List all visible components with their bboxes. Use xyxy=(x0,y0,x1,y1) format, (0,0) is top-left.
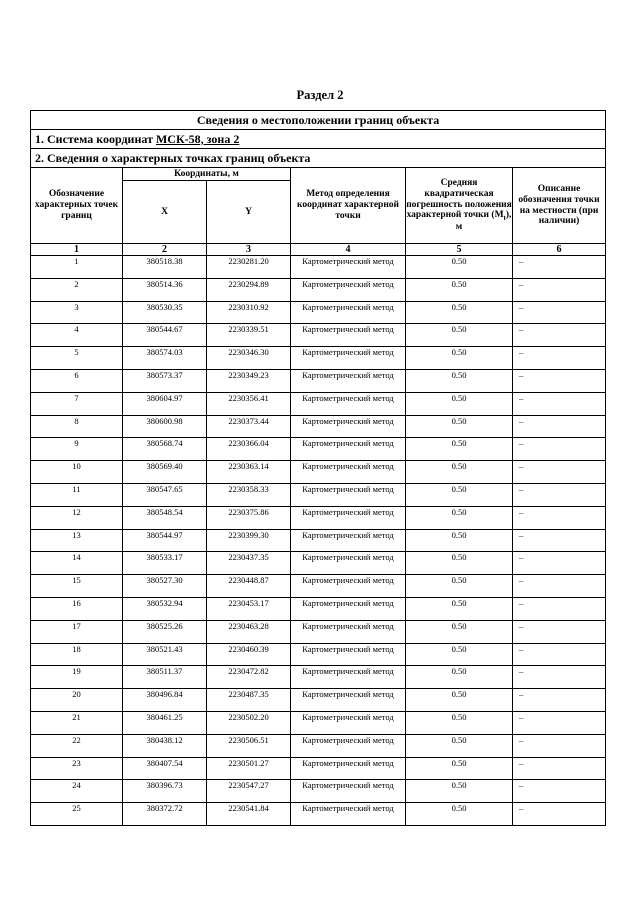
method-cell: Картометрический метод xyxy=(291,689,406,712)
point-number-cell: 4 xyxy=(31,324,123,347)
x-coordinate-cell: 380574.03 xyxy=(123,347,207,370)
description-cell: – xyxy=(513,689,606,712)
column-number: 3 xyxy=(207,244,291,256)
point-number-cell: 24 xyxy=(31,780,123,803)
table-row xyxy=(31,392,606,415)
point-number-cell: 1 xyxy=(31,256,123,279)
y-coordinate-cell: 2230437.35 xyxy=(207,552,291,575)
x-coordinate-cell: 380600.98 xyxy=(123,415,207,438)
y-coordinate-cell: 2230339.51 xyxy=(207,324,291,347)
point-number-cell: 14 xyxy=(31,552,123,575)
y-coordinate-cell: 2230502.20 xyxy=(207,711,291,734)
table-row xyxy=(31,256,606,279)
section-title: Раздел 2 xyxy=(296,88,344,102)
header-accuracy-suffix: ), м xyxy=(455,210,512,233)
description-cell: – xyxy=(513,803,606,826)
header-method: Метод определения координат характерной точки xyxy=(291,168,406,244)
method-cell: Картометрический метод xyxy=(291,347,406,370)
method-cell: Картометрический метод xyxy=(291,711,406,734)
method-cell: Картометрический метод xyxy=(291,529,406,552)
x-coordinate-cell: 380518.38 xyxy=(123,256,207,279)
table-row xyxy=(31,803,606,826)
y-coordinate-cell: 2230294.89 xyxy=(207,278,291,301)
point-number-cell: 13 xyxy=(31,529,123,552)
point-number-cell: 11 xyxy=(31,483,123,506)
header-x: X xyxy=(123,181,207,244)
accuracy-cell: 0.50 xyxy=(406,780,513,803)
y-coordinate-cell: 2230463.28 xyxy=(207,620,291,643)
x-coordinate-cell: 380527.30 xyxy=(123,575,207,598)
method-cell: Картометрический метод xyxy=(291,643,406,666)
description-cell: – xyxy=(513,711,606,734)
x-coordinate-cell: 380533.17 xyxy=(123,552,207,575)
accuracy-cell: 0.50 xyxy=(406,643,513,666)
header-accuracy-prefix: Средняя квадратическая погрешность положения характерной точки (M xyxy=(406,177,512,221)
point-number-cell: 23 xyxy=(31,757,123,780)
x-coordinate-cell: 380496.84 xyxy=(123,689,207,712)
table-row xyxy=(31,369,606,392)
y-coordinate-cell: 2230363.14 xyxy=(207,461,291,484)
y-coordinate-cell: 2230506.51 xyxy=(207,734,291,757)
x-coordinate-cell: 380530.35 xyxy=(123,301,207,324)
description-cell: – xyxy=(513,392,606,415)
boundary-points-table xyxy=(30,110,606,826)
method-cell: Картометрический метод xyxy=(291,461,406,484)
description-cell: – xyxy=(513,552,606,575)
accuracy-cell: 0.50 xyxy=(406,347,513,370)
description-cell: – xyxy=(513,734,606,757)
table-row xyxy=(31,666,606,689)
x-coordinate-cell: 380544.67 xyxy=(123,324,207,347)
accuracy-cell: 0.50 xyxy=(406,597,513,620)
y-coordinate-cell: 2230310.92 xyxy=(207,301,291,324)
header-accuracy xyxy=(406,168,513,244)
table-row xyxy=(31,461,606,484)
column-number: 6 xyxy=(513,244,606,256)
table-row xyxy=(31,324,606,347)
x-coordinate-cell: 380548.54 xyxy=(123,506,207,529)
accuracy-cell: 0.50 xyxy=(406,666,513,689)
method-cell: Картометрический метод xyxy=(291,324,406,347)
accuracy-cell: 0.50 xyxy=(406,324,513,347)
table-row xyxy=(31,278,606,301)
point-number-cell: 3 xyxy=(31,301,123,324)
method-cell: Картометрический метод xyxy=(291,392,406,415)
y-coordinate-cell: 2230346.30 xyxy=(207,347,291,370)
description-cell: – xyxy=(513,643,606,666)
y-coordinate-cell: 2230399.30 xyxy=(207,529,291,552)
y-coordinate-cell: 2230541.84 xyxy=(207,803,291,826)
method-cell: Картометрический метод xyxy=(291,278,406,301)
description-cell: – xyxy=(513,256,606,279)
point-number-cell: 7 xyxy=(31,392,123,415)
table-row xyxy=(31,483,606,506)
table-row xyxy=(31,643,606,666)
y-coordinate-cell: 2230358.33 xyxy=(207,483,291,506)
point-number-cell: 6 xyxy=(31,369,123,392)
description-cell: – xyxy=(513,301,606,324)
method-cell: Картометрический метод xyxy=(291,780,406,803)
point-number-cell: 9 xyxy=(31,438,123,461)
description-cell: – xyxy=(513,757,606,780)
method-cell: Картометрический метод xyxy=(291,369,406,392)
method-cell: Картометрический метод xyxy=(291,757,406,780)
x-coordinate-cell: 380461.25 xyxy=(123,711,207,734)
description-cell: – xyxy=(513,666,606,689)
method-cell: Картометрический метод xyxy=(291,666,406,689)
description-cell: – xyxy=(513,415,606,438)
method-cell: Картометрический метод xyxy=(291,415,406,438)
coord-system-line xyxy=(31,130,606,149)
accuracy-cell: 0.50 xyxy=(406,757,513,780)
description-cell: – xyxy=(513,324,606,347)
accuracy-cell: 0.50 xyxy=(406,461,513,484)
x-coordinate-cell: 380372.72 xyxy=(123,803,207,826)
table-row xyxy=(31,438,606,461)
accuracy-cell: 0.50 xyxy=(406,575,513,598)
point-number-cell: 8 xyxy=(31,415,123,438)
table-row xyxy=(31,689,606,712)
table-row xyxy=(31,597,606,620)
description-cell: – xyxy=(513,529,606,552)
table-row xyxy=(31,734,606,757)
method-cell: Картометрический метод xyxy=(291,438,406,461)
header-designation: Обозначение характерных точек границ xyxy=(31,168,123,244)
accuracy-cell: 0.50 xyxy=(406,301,513,324)
accuracy-cell: 0.50 xyxy=(406,369,513,392)
y-coordinate-cell: 2230356.41 xyxy=(207,392,291,415)
method-cell: Картометрический метод xyxy=(291,734,406,757)
point-number-cell: 2 xyxy=(31,278,123,301)
accuracy-cell: 0.50 xyxy=(406,415,513,438)
table-row xyxy=(31,780,606,803)
description-cell: – xyxy=(513,347,606,370)
x-coordinate-cell: 380547.65 xyxy=(123,483,207,506)
description-cell: – xyxy=(513,575,606,598)
description-cell: – xyxy=(513,780,606,803)
accuracy-cell: 0.50 xyxy=(406,483,513,506)
accuracy-cell: 0.50 xyxy=(406,278,513,301)
description-cell: – xyxy=(513,483,606,506)
points-heading: 2. Сведения о характерных точках границ объекта xyxy=(31,149,606,168)
table-row xyxy=(31,552,606,575)
y-coordinate-cell: 2230453.17 xyxy=(207,597,291,620)
accuracy-cell: 0.50 xyxy=(406,392,513,415)
x-coordinate-cell: 380573.37 xyxy=(123,369,207,392)
point-number-cell: 18 xyxy=(31,643,123,666)
header-coordinates: Координаты, м xyxy=(123,168,291,181)
x-coordinate-cell: 380396.73 xyxy=(123,780,207,803)
point-number-cell: 25 xyxy=(31,803,123,826)
point-number-cell: 17 xyxy=(31,620,123,643)
description-cell: – xyxy=(513,597,606,620)
y-coordinate-cell: 2230375.86 xyxy=(207,506,291,529)
table-row xyxy=(31,575,606,598)
y-coordinate-cell: 2230501.27 xyxy=(207,757,291,780)
point-number-cell: 21 xyxy=(31,711,123,734)
table-title: Сведения о местоположении границ объекта xyxy=(31,111,606,130)
x-coordinate-cell: 380438.12 xyxy=(123,734,207,757)
method-cell: Картометрический метод xyxy=(291,597,406,620)
table-row xyxy=(31,301,606,324)
accuracy-cell: 0.50 xyxy=(406,552,513,575)
method-cell: Картометрический метод xyxy=(291,301,406,324)
table-row xyxy=(31,415,606,438)
description-cell: – xyxy=(513,369,606,392)
column-number: 5 xyxy=(406,244,513,256)
y-coordinate-cell: 2230472.82 xyxy=(207,666,291,689)
column-number: 4 xyxy=(291,244,406,256)
table-row xyxy=(31,711,606,734)
method-cell: Картометрический метод xyxy=(291,575,406,598)
table-row xyxy=(31,620,606,643)
method-cell: Картометрический метод xyxy=(291,552,406,575)
description-cell: – xyxy=(513,278,606,301)
method-cell: Картометрический метод xyxy=(291,506,406,529)
y-coordinate-cell: 2230373.44 xyxy=(207,415,291,438)
table-row xyxy=(31,506,606,529)
coord-system-prefix: 1. Система координат xyxy=(35,131,156,146)
x-coordinate-cell: 380514.36 xyxy=(123,278,207,301)
accuracy-cell: 0.50 xyxy=(406,438,513,461)
x-coordinate-cell: 380532.94 xyxy=(123,597,207,620)
accuracy-cell: 0.50 xyxy=(406,689,513,712)
y-coordinate-cell: 2230547.27 xyxy=(207,780,291,803)
x-coordinate-cell: 380568.74 xyxy=(123,438,207,461)
y-coordinate-cell: 2230281.20 xyxy=(207,256,291,279)
y-coordinate-cell: 2230460.39 xyxy=(207,643,291,666)
point-number-cell: 16 xyxy=(31,597,123,620)
y-coordinate-cell: 2230349.23 xyxy=(207,369,291,392)
table-row xyxy=(31,757,606,780)
x-coordinate-cell: 380569.40 xyxy=(123,461,207,484)
accuracy-cell: 0.50 xyxy=(406,620,513,643)
method-cell: Картометрический метод xyxy=(291,256,406,279)
column-number: 2 xyxy=(123,244,207,256)
point-number-cell: 15 xyxy=(31,575,123,598)
accuracy-cell: 0.50 xyxy=(406,256,513,279)
table-row xyxy=(31,529,606,552)
point-number-cell: 19 xyxy=(31,666,123,689)
point-number-cell: 12 xyxy=(31,506,123,529)
table-row xyxy=(31,347,606,370)
method-cell: Картометрический метод xyxy=(291,803,406,826)
header-description: Описание обозначения точки на местности (при наличии) xyxy=(513,168,606,244)
y-coordinate-cell: 2230487.35 xyxy=(207,689,291,712)
point-number-cell: 22 xyxy=(31,734,123,757)
accuracy-cell: 0.50 xyxy=(406,711,513,734)
method-cell: Картометрический метод xyxy=(291,483,406,506)
header-y: Y xyxy=(207,181,291,244)
x-coordinate-cell: 380407.54 xyxy=(123,757,207,780)
method-cell: Картометрический метод xyxy=(291,620,406,643)
x-coordinate-cell: 380525.26 xyxy=(123,620,207,643)
point-number-cell: 10 xyxy=(31,461,123,484)
accuracy-cell: 0.50 xyxy=(406,529,513,552)
accuracy-cell: 0.50 xyxy=(406,506,513,529)
header-accuracy-sub: t xyxy=(503,214,506,223)
x-coordinate-cell: 380521.43 xyxy=(123,643,207,666)
accuracy-cell: 0.50 xyxy=(406,803,513,826)
point-number-cell: 5 xyxy=(31,347,123,370)
x-coordinate-cell: 380604.97 xyxy=(123,392,207,415)
description-cell: – xyxy=(513,438,606,461)
y-coordinate-cell: 2230366.04 xyxy=(207,438,291,461)
x-coordinate-cell: 380511.37 xyxy=(123,666,207,689)
accuracy-cell: 0.50 xyxy=(406,734,513,757)
point-number-cell: 20 xyxy=(31,689,123,712)
description-cell: – xyxy=(513,461,606,484)
description-cell: – xyxy=(513,506,606,529)
coord-system-name: МСК-58, зона 2 xyxy=(155,131,240,146)
x-coordinate-cell: 380544.97 xyxy=(123,529,207,552)
description-cell: – xyxy=(513,620,606,643)
column-number: 1 xyxy=(31,244,123,256)
y-coordinate-cell: 2230448.87 xyxy=(207,575,291,598)
